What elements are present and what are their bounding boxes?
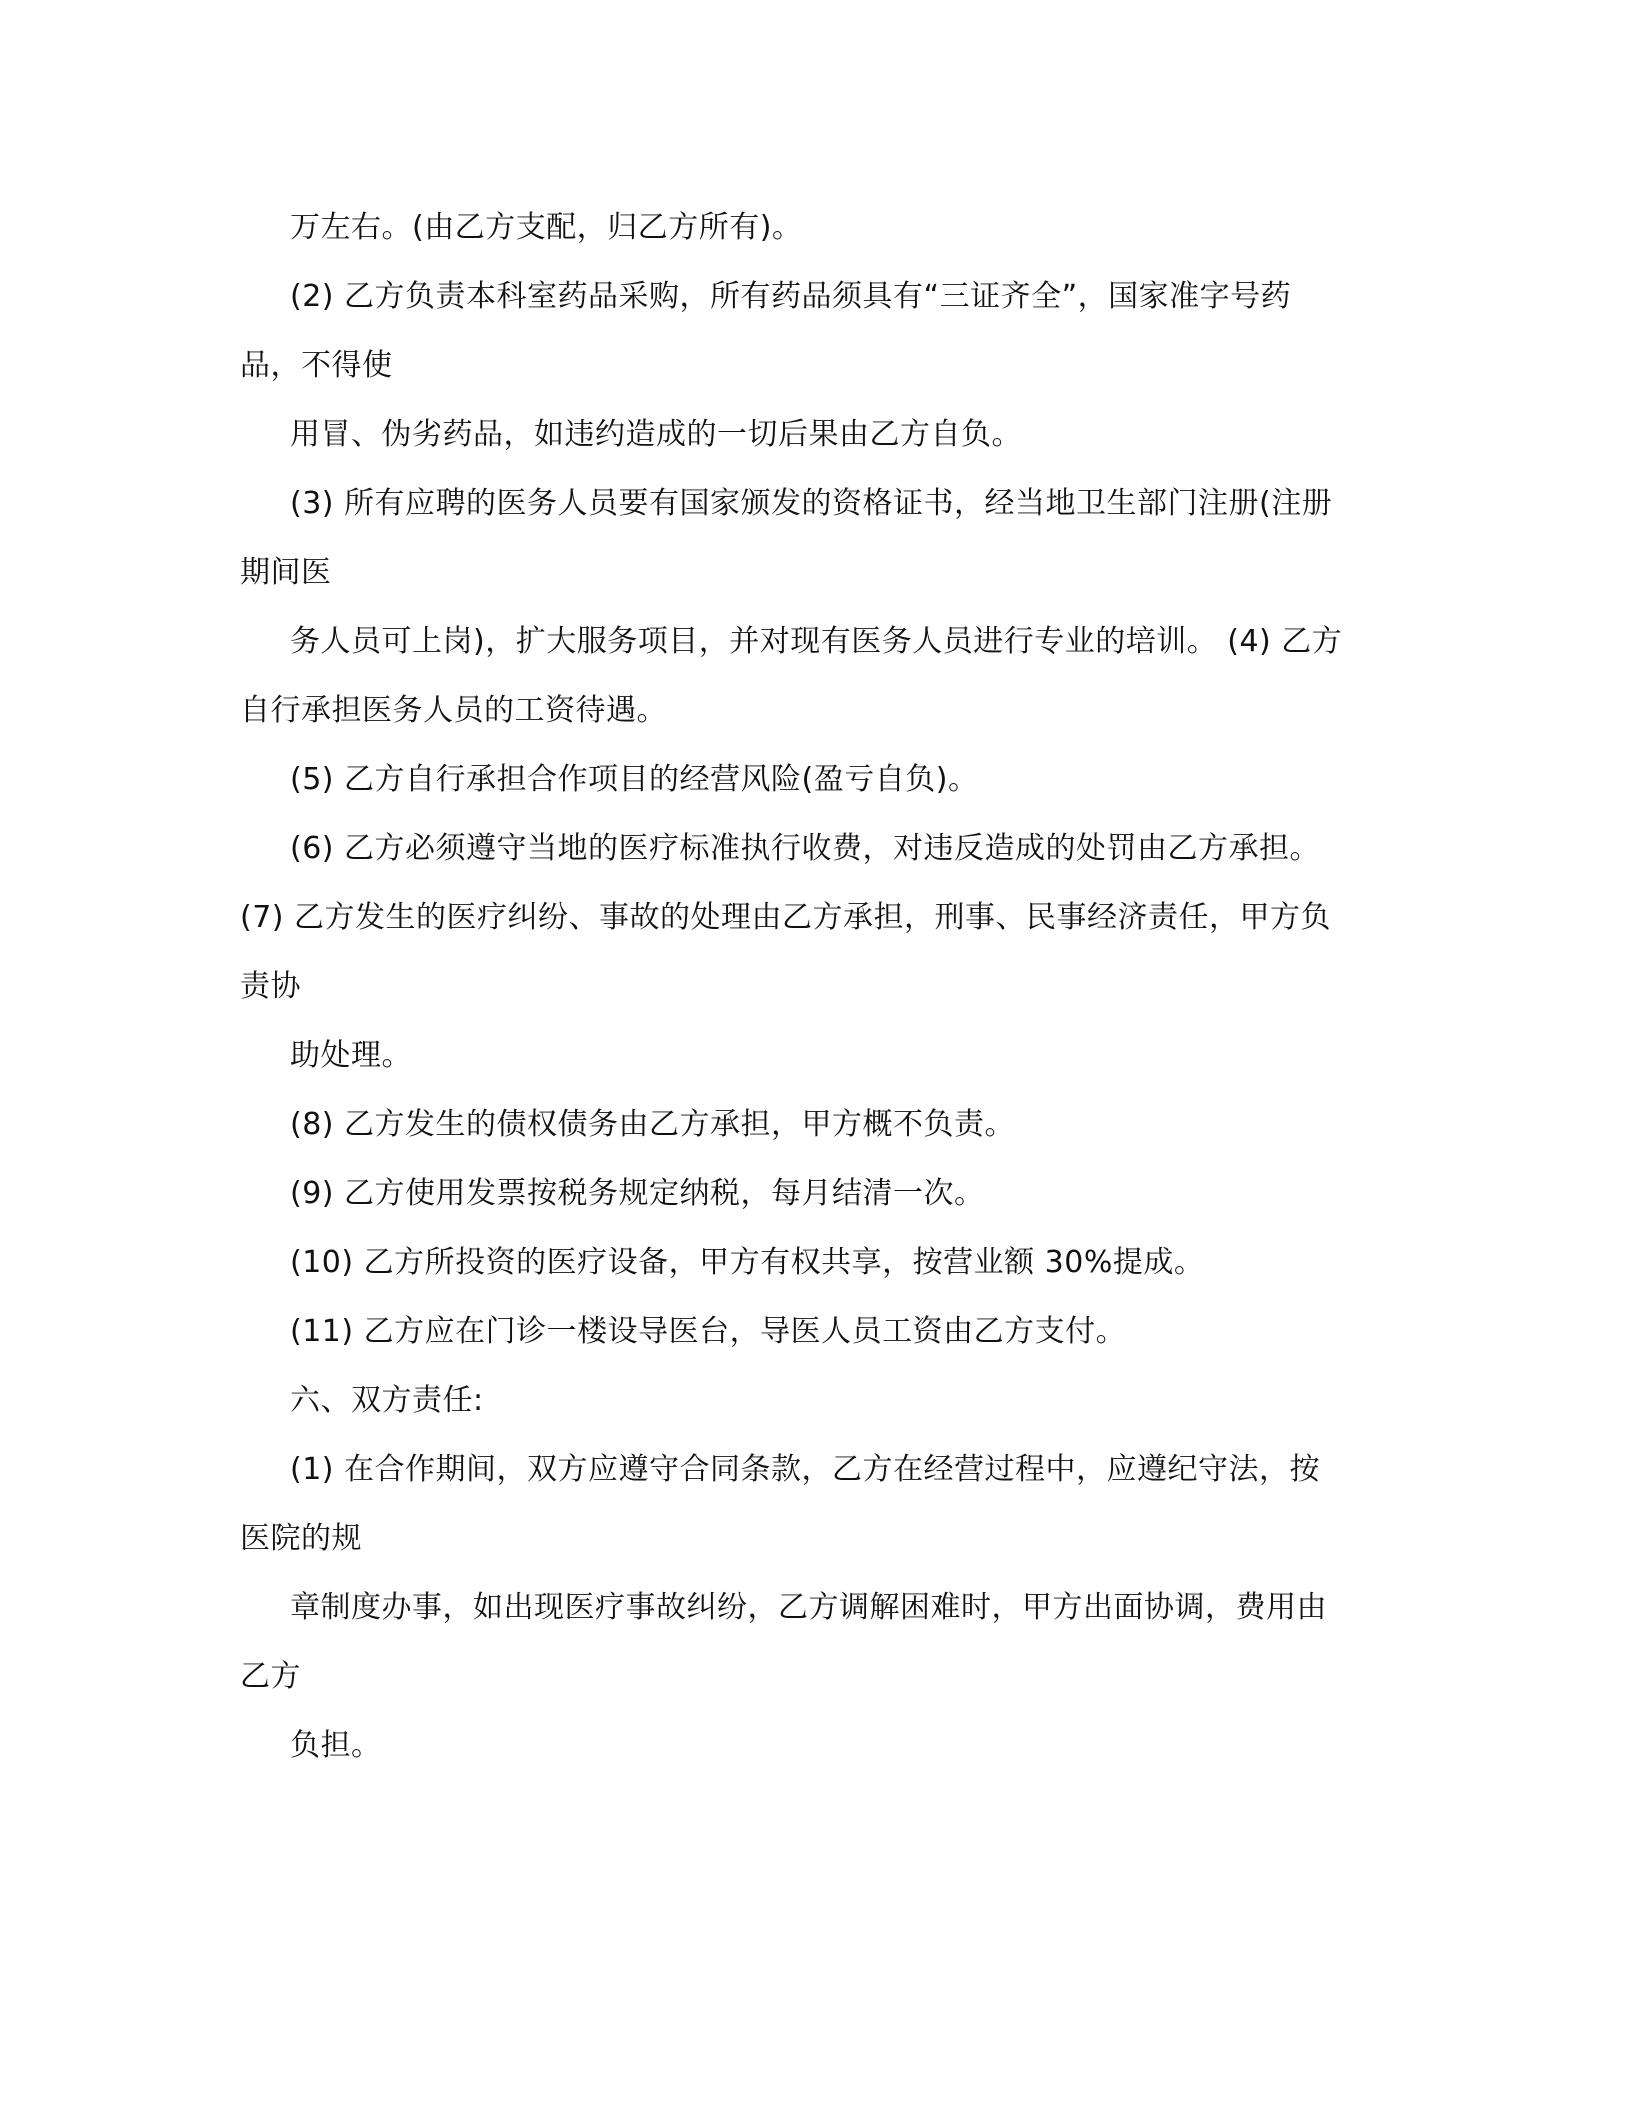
text-line: 章制度办事，如出现医疗事故纠纷，乙方调解困难时，甲方出面协调，费用由 <box>290 1590 1327 1625</box>
text-line: 期间医 <box>240 555 332 590</box>
text-line: (10) 乙方所投资的医疗设备，甲方有权共享，按营业额 30%提成。 <box>290 1245 1205 1280</box>
text-line: 乙方 <box>240 1659 301 1694</box>
text-line: 负担。 <box>290 1728 382 1763</box>
section-heading: 六、双方责任: <box>290 1383 484 1418</box>
text-line: 万左右。(由乙方支配，归乙方所有)。 <box>290 210 803 245</box>
text-line: (1) 在合作期间，双方应遵守合同条款，乙方在经营过程中，应遵纪守法，按 <box>290 1452 1321 1487</box>
text-line: 医院的规 <box>240 1521 362 1556</box>
text-line: 助处理。 <box>290 1038 412 1073</box>
text-line: (2) 乙方负责本科室药品采购，所有药品须具有“三证齐全”，国家准字号药 <box>290 279 1292 314</box>
text-line: 自行承担医务人员的工资待遇。 <box>240 693 667 728</box>
text-line: (7) 乙方发生的医疗纠纷、事故的处理由乙方承担，刑事、民事经济责任，甲方负 <box>240 900 1332 935</box>
text-line: 用冒、伪劣药品，如违约造成的一切后果由乙方自负。 <box>290 417 1022 452</box>
text-line: (11) 乙方应在门诊一楼设导医台，导医人员工资由乙方支付。 <box>290 1314 1127 1349</box>
text-line: 品，不得使 <box>240 348 393 383</box>
text-line: (3) 所有应聘的医务人员要有国家颁发的资格证书，经当地卫生部门注册(注册 <box>290 486 1333 521</box>
text-line: (6) 乙方必须遵守当地的医疗标准执行收费，对违反造成的处罚由乙方承担。 <box>290 831 1321 866</box>
text-line: (9) 乙方使用发票按税务规定纳税，每月结清一次。 <box>290 1176 985 1211</box>
text-line: (8) 乙方发生的债权债务由乙方承担，甲方概不负责。 <box>290 1107 1016 1142</box>
text-line: 务人员可上岗)，扩大服务项目，并对现有医务人员进行专业的培训。 (4) 乙方 <box>290 624 1343 659</box>
text-line: (5) 乙方自行承担合作项目的经营风险(盈亏自负)。 <box>290 762 979 797</box>
text-line: 责协 <box>240 969 301 1004</box>
